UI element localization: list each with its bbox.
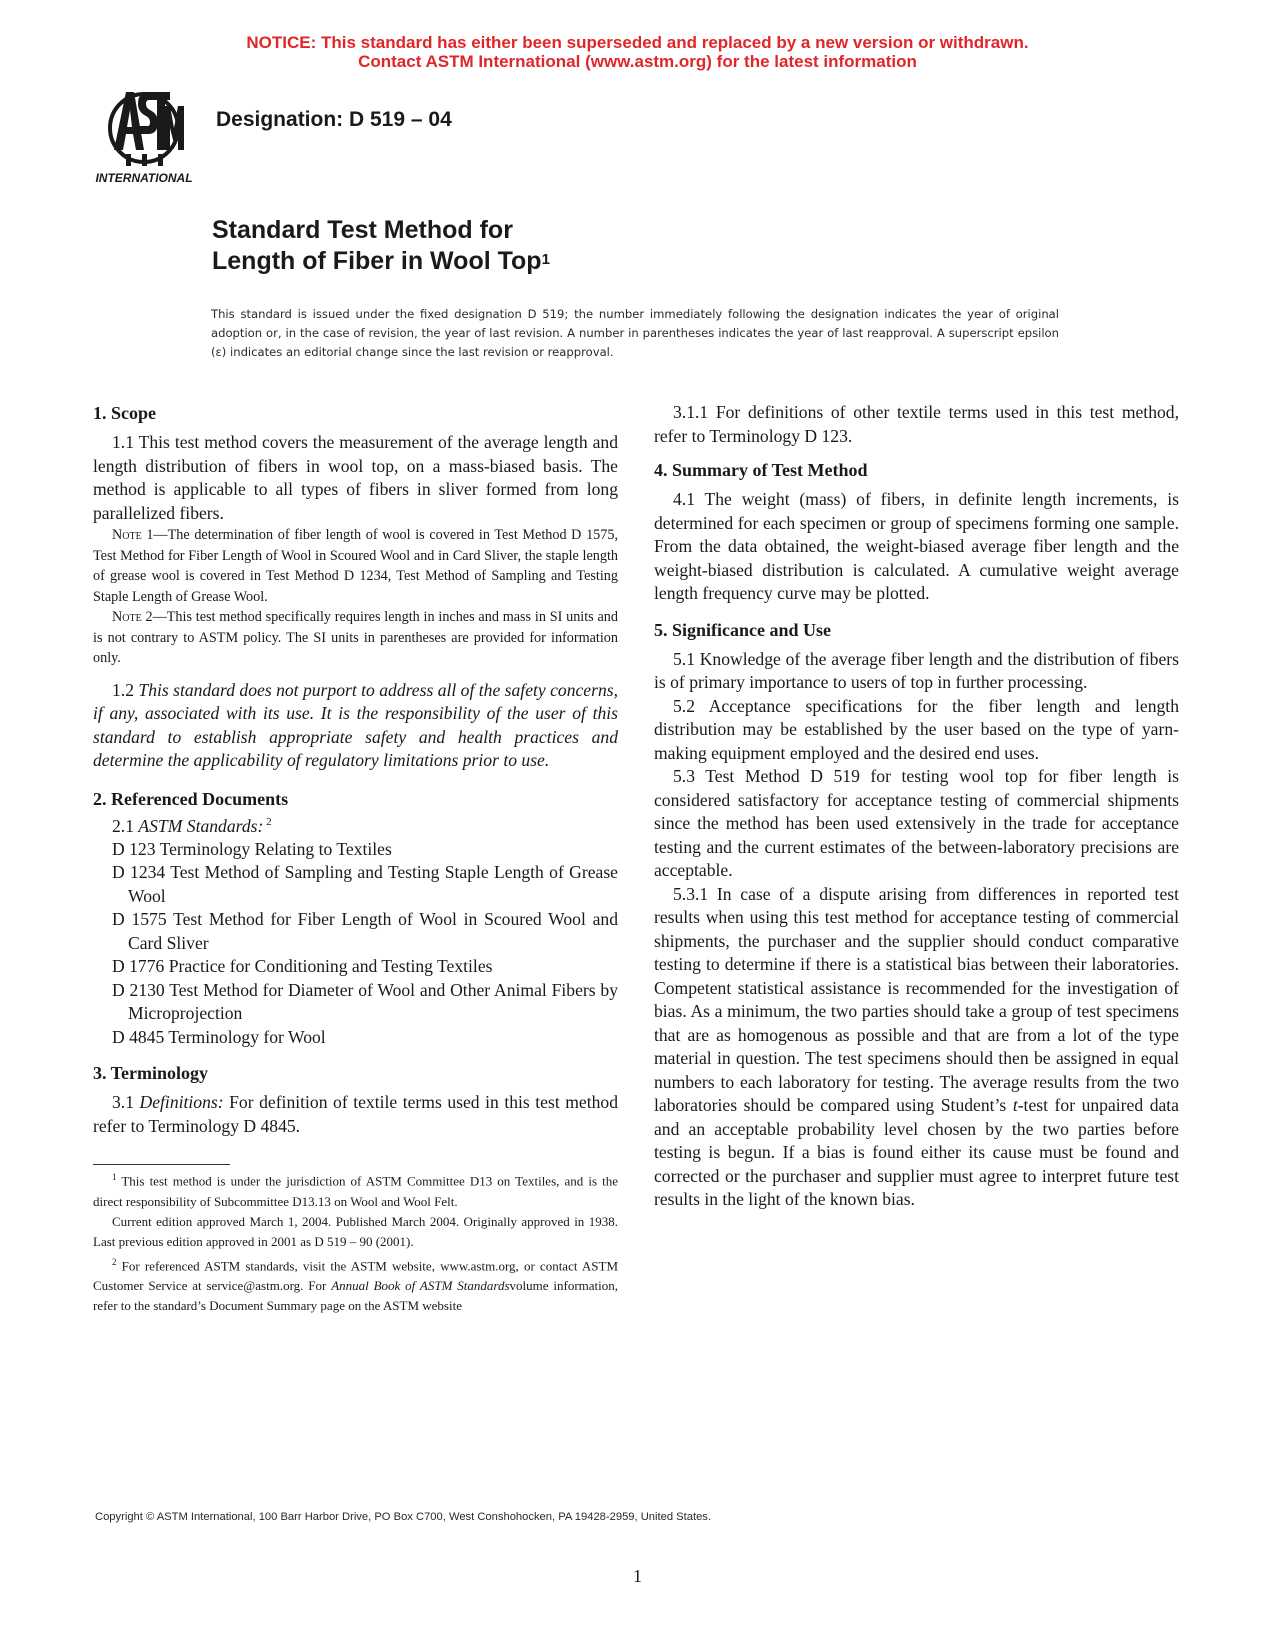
paragraph-1-2-number: 1.2: [112, 679, 139, 700]
footnote-2-text-a: For referenced ASTM standards, visit the ASTM website, www.astm.org, or contact ASTM Customer Service at service@astm.org. For: [93, 1258, 618, 1294]
astm-logo: [86, 84, 202, 188]
note-1-label: Note: [112, 527, 142, 543]
note-2-label: Note: [112, 609, 142, 625]
paragraph-3-1: [93, 1091, 618, 1138]
paragraph-1-2-text: This standard does not purport to address all of the safety concerns, if any, associated with its use. It is the responsibility of the user of this standard to establish appropriate safety and health practices and determine the applicability of regulatory limitations prior to use.: [93, 679, 619, 770]
scope-heading: 1. Scope: [93, 403, 156, 423]
footnote-2-marker: 2: [112, 1256, 117, 1267]
paragraph-3-1-label: Definitions:: [139, 1092, 224, 1113]
notice-line-1: NOTICE: This standard has either been superseded and replaced by a new version or withdrawn.: [246, 33, 1029, 52]
document-title: [212, 215, 550, 277]
designation: Designation: D 519 – 04: [216, 108, 452, 131]
footnote-2: [93, 1252, 618, 1316]
copyright: Copyright © ASTM International, 100 Barr Harbor Drive, PO Box C700, West Conshohocken, PA 19428-2959, United States.: [95, 1511, 711, 1523]
footnote-1-marker: 1: [112, 1172, 117, 1183]
right-column: [654, 401, 1179, 1212]
note-1-text: 1—The determination of fiber length of wool is covered in Test Method D 1575, Test Method for Fiber Length of Wool in Scoured Wool and in Card Sliver, the staple length of grease wool is covered in Test Method D 1234, Test Method of Sampling and Testing Staple Length of Grease Wool.: [93, 527, 618, 605]
paragraph-1-1: 1.1 This test method covers the measurement of the average length and length distribution of fibers in wool top, on a mass-biased basis. The method is applicable to all types of fibers in sliver formed from long parallelized fibers.: [93, 432, 618, 523]
note-2-text: 2—This test method specifically requires length in inches and mass in SI units and is not contrary to ASTM policy. The SI units in parentheses are provided for information only.: [93, 609, 618, 666]
note-2: [93, 607, 618, 669]
paragraph-5-3: 5.3 Test Method D 519 for testing wool top for fiber length is considered satisfactory for acceptance testing of commercial shipments since the method has been used extensively in the trade for acceptance testing and the current estimates of the between-laboratory precisions are acceptable.: [654, 766, 1179, 880]
footnote-divider: [93, 1164, 230, 1165]
note-1: [93, 525, 618, 607]
paragraph-5-3-1: [654, 883, 1179, 1212]
paragraph-2-1: [93, 811, 618, 838]
notice-line-2: Contact ASTM International (www.astm.org) for the latest information: [358, 52, 917, 71]
paragraph-3-1-number: 3.1: [112, 1092, 140, 1113]
title-line-1: Standard Test Method for: [212, 216, 513, 244]
reference-item: D 4845 Terminology for Wool: [112, 1026, 326, 1047]
paragraph-5-3-1-text-b: -test for unpaired data and an acceptable probability level chosen by the two parties before testing is begun. If a bias is found either its cause must be found and corrected or the purchaser and supplier must agree to interpret future test results in the light of the known bias.: [654, 1095, 1179, 1209]
paragraph-3-1-1: 3.1.1 For definitions of other textile terms used in this test method, refer to Terminology D 123.: [654, 402, 1179, 446]
reference-list: [93, 838, 618, 1050]
footnote-2-italic: Annual Book of ASTM Standards: [331, 1278, 510, 1294]
paragraph-5-1: 5.1 Knowledge of the average fiber length and the distribution of fibers is of primary importance to users of top in further processing.: [654, 648, 1179, 692]
reference-item: D 2130 Test Method for Diameter of Wool and Other Animal Fibers by Microprojection: [112, 979, 618, 1024]
paragraph-5-2: 5.2 Acceptance specifications for the fiber length and length distribution may be established by the user based on the type of yarn-making equipment employed and the desired end uses.: [654, 695, 1179, 763]
title-line-2-text: Length of Fiber in Wool Top: [212, 247, 542, 275]
title-footnote-ref: 1: [541, 251, 550, 268]
notice-banner: [0, 33, 1275, 71]
footnote-1: [93, 1167, 618, 1211]
reference-item: D 1575 Test Method for Fiber Length of Wool in Scoured Wool and Card Sliver: [112, 909, 618, 953]
page-number: 1: [633, 1566, 642, 1586]
referenced-documents-heading: 2. Referenced Documents: [93, 788, 289, 809]
summary-heading: 4. Summary of Test Method: [654, 460, 868, 480]
significance-heading: 5. Significance and Use: [654, 619, 832, 640]
paragraph-2-1-number: 2.1: [112, 815, 139, 836]
paragraph-2-1-footnote-ref: 2: [263, 815, 272, 828]
reference-item: D 1776 Practice for Conditioning and Testing Textiles: [112, 956, 493, 977]
paragraph-2-1-label: ASTM Standards:: [138, 815, 264, 836]
reference-item: D 1234 Test Method of Sampling and Testing Staple Length of Grease Wool: [112, 862, 618, 906]
paragraph-5-3-1-t: t: [1012, 1095, 1018, 1115]
issuance-statement: This standard is issued under the fixed designation D 519; the number immediately following the designation indicates the year of original adoption or, in the case of revision, the year of last revision. A number in parentheses indicates the year of last reapproval. A superscript epsilon (ε) indicates an editorial change since the last revision or reapproval.: [211, 307, 1059, 359]
logo-text: INTERNATIONAL: [95, 171, 193, 185]
reference-item: D 123 Terminology Relating to Textiles: [112, 838, 392, 859]
title-line-2: [212, 246, 550, 277]
footnote-1-edition: Current edition approved March 1, 2004. Published March 2004. Originally approved in 1938. Last previous edition approved in 2001 as D 519 – 90 (2001).: [93, 1213, 618, 1249]
left-column: [93, 401, 618, 1316]
footnote-2-text-b: volume information, refer to the standard’s Document Summary page on the ASTM website: [93, 1278, 619, 1314]
terminology-heading: 3. Terminology: [93, 1063, 209, 1084]
footnote-1-text: This test method is under the jurisdiction of ASTM Committee D13 on Textiles, and is the direct responsibility of Subcommittee D13.13 on Wool and Wool Felt.: [93, 1173, 618, 1209]
paragraph-5-3-1-text-a: 5.3.1 In case of a dispute arising from differences in reported test results when using this test method for acceptance testing of commercial shipments, the purchaser and the supplier should conduct comparative testing to determine if there is a statistical bias between their laboratories. Competent statistical assistance is recommended for the investigation of bias. As a minimum, the two parties should take a group of test specimens that are as homogenous as possible and that are from a lot of the type material in question. The test specimens should then be assigned in equal numbers to each laboratory for testing. The average results from the two laboratories should be compared using Student’s: [654, 883, 1179, 1115]
paragraph-4-1: 4.1 The weight (mass) of fibers, in definite length increments, is determined for each specimen or group of specimens forming one sample. From the data obtained, the weight-biased average fiber length and the weight-biased distribution is calculated. A cumulative weight average length frequency curve may be plotted.: [654, 489, 1179, 603]
paragraph-3-1-text: For definition of textile terms used in this test method refer to Terminology D 4845.: [93, 1092, 619, 1136]
paragraph-1-2: [93, 679, 618, 773]
